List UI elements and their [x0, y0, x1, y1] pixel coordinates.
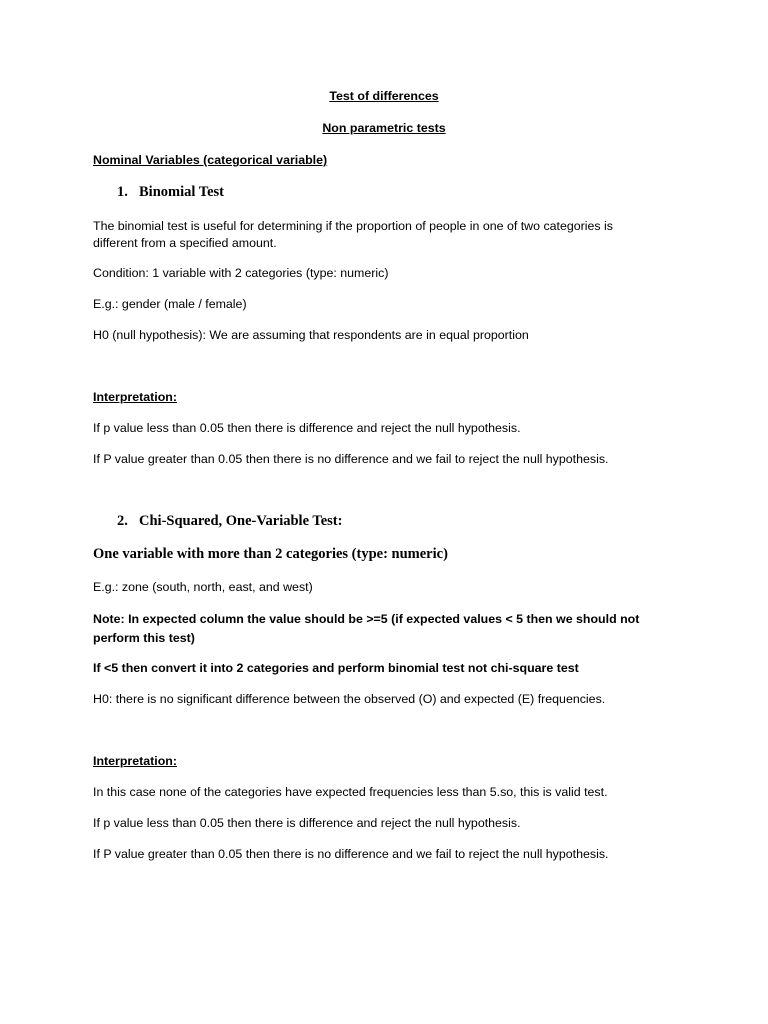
binomial-interpretation-label: Interpretation: [93, 390, 177, 404]
binomial-interpretation-2: If P value greater than 0.05 then there is no difference and we fail to reject the null hypothesis. [93, 452, 609, 466]
binomial-condition: Condition: 1 variable with 2 categories (type: numeric) [93, 266, 389, 280]
binomial-number: 1. [117, 184, 128, 200]
document-title: Test of differences [329, 89, 439, 103]
document-subtitle: Non parametric tests [322, 121, 446, 135]
chisq-heading [117, 512, 342, 530]
chisq-note: Note: In expected column the value should be >=5 (if expected values < 5 then we should not perform this test) [93, 612, 640, 645]
chisq-subheading: One variable with more than 2 categories (type: numeric) [93, 546, 448, 562]
binomial-hypothesis: H0 (null hypothesis): We are assuming that respondents are in equal proportion [93, 328, 529, 342]
chisq-interpretation-label: Interpretation: [93, 754, 177, 768]
chisq-title: Chi-Squared, One-Variable Test: [139, 513, 343, 529]
chisq-convert: If <5 then convert it into 2 categories and perform binomial test not chi-square test [93, 661, 579, 675]
chisq-interpretation-0: In this case none of the categories have expected frequencies less than 5.so, this is valid test. [93, 785, 608, 799]
chisq-hypothesis: H0: there is no significant difference between the observed (O) and expected (E) frequencies. [93, 692, 606, 706]
binomial-description: The binomial test is useful for determining if the proportion of people in one of two categories is different from a specified amount. [93, 219, 614, 250]
binomial-interpretation-1: If p value less than 0.05 then there is difference and reject the null hypothesis. [93, 421, 521, 435]
section-heading: Nominal Variables (categorical variable) [93, 153, 328, 167]
binomial-heading [117, 183, 224, 201]
binomial-title: Binomial Test [139, 184, 225, 200]
chisq-number: 2. [117, 513, 128, 529]
chisq-interpretation-1: If p value less than 0.05 then there is difference and reject the null hypothesis. [93, 816, 521, 830]
chisq-interpretation-2: If P value greater than 0.05 then there is no difference and we fail to reject the null hypothesis. [93, 847, 609, 861]
binomial-example: E.g.: gender (male / female) [93, 297, 247, 311]
chisq-example: E.g.: zone (south, north, east, and west) [93, 580, 313, 594]
